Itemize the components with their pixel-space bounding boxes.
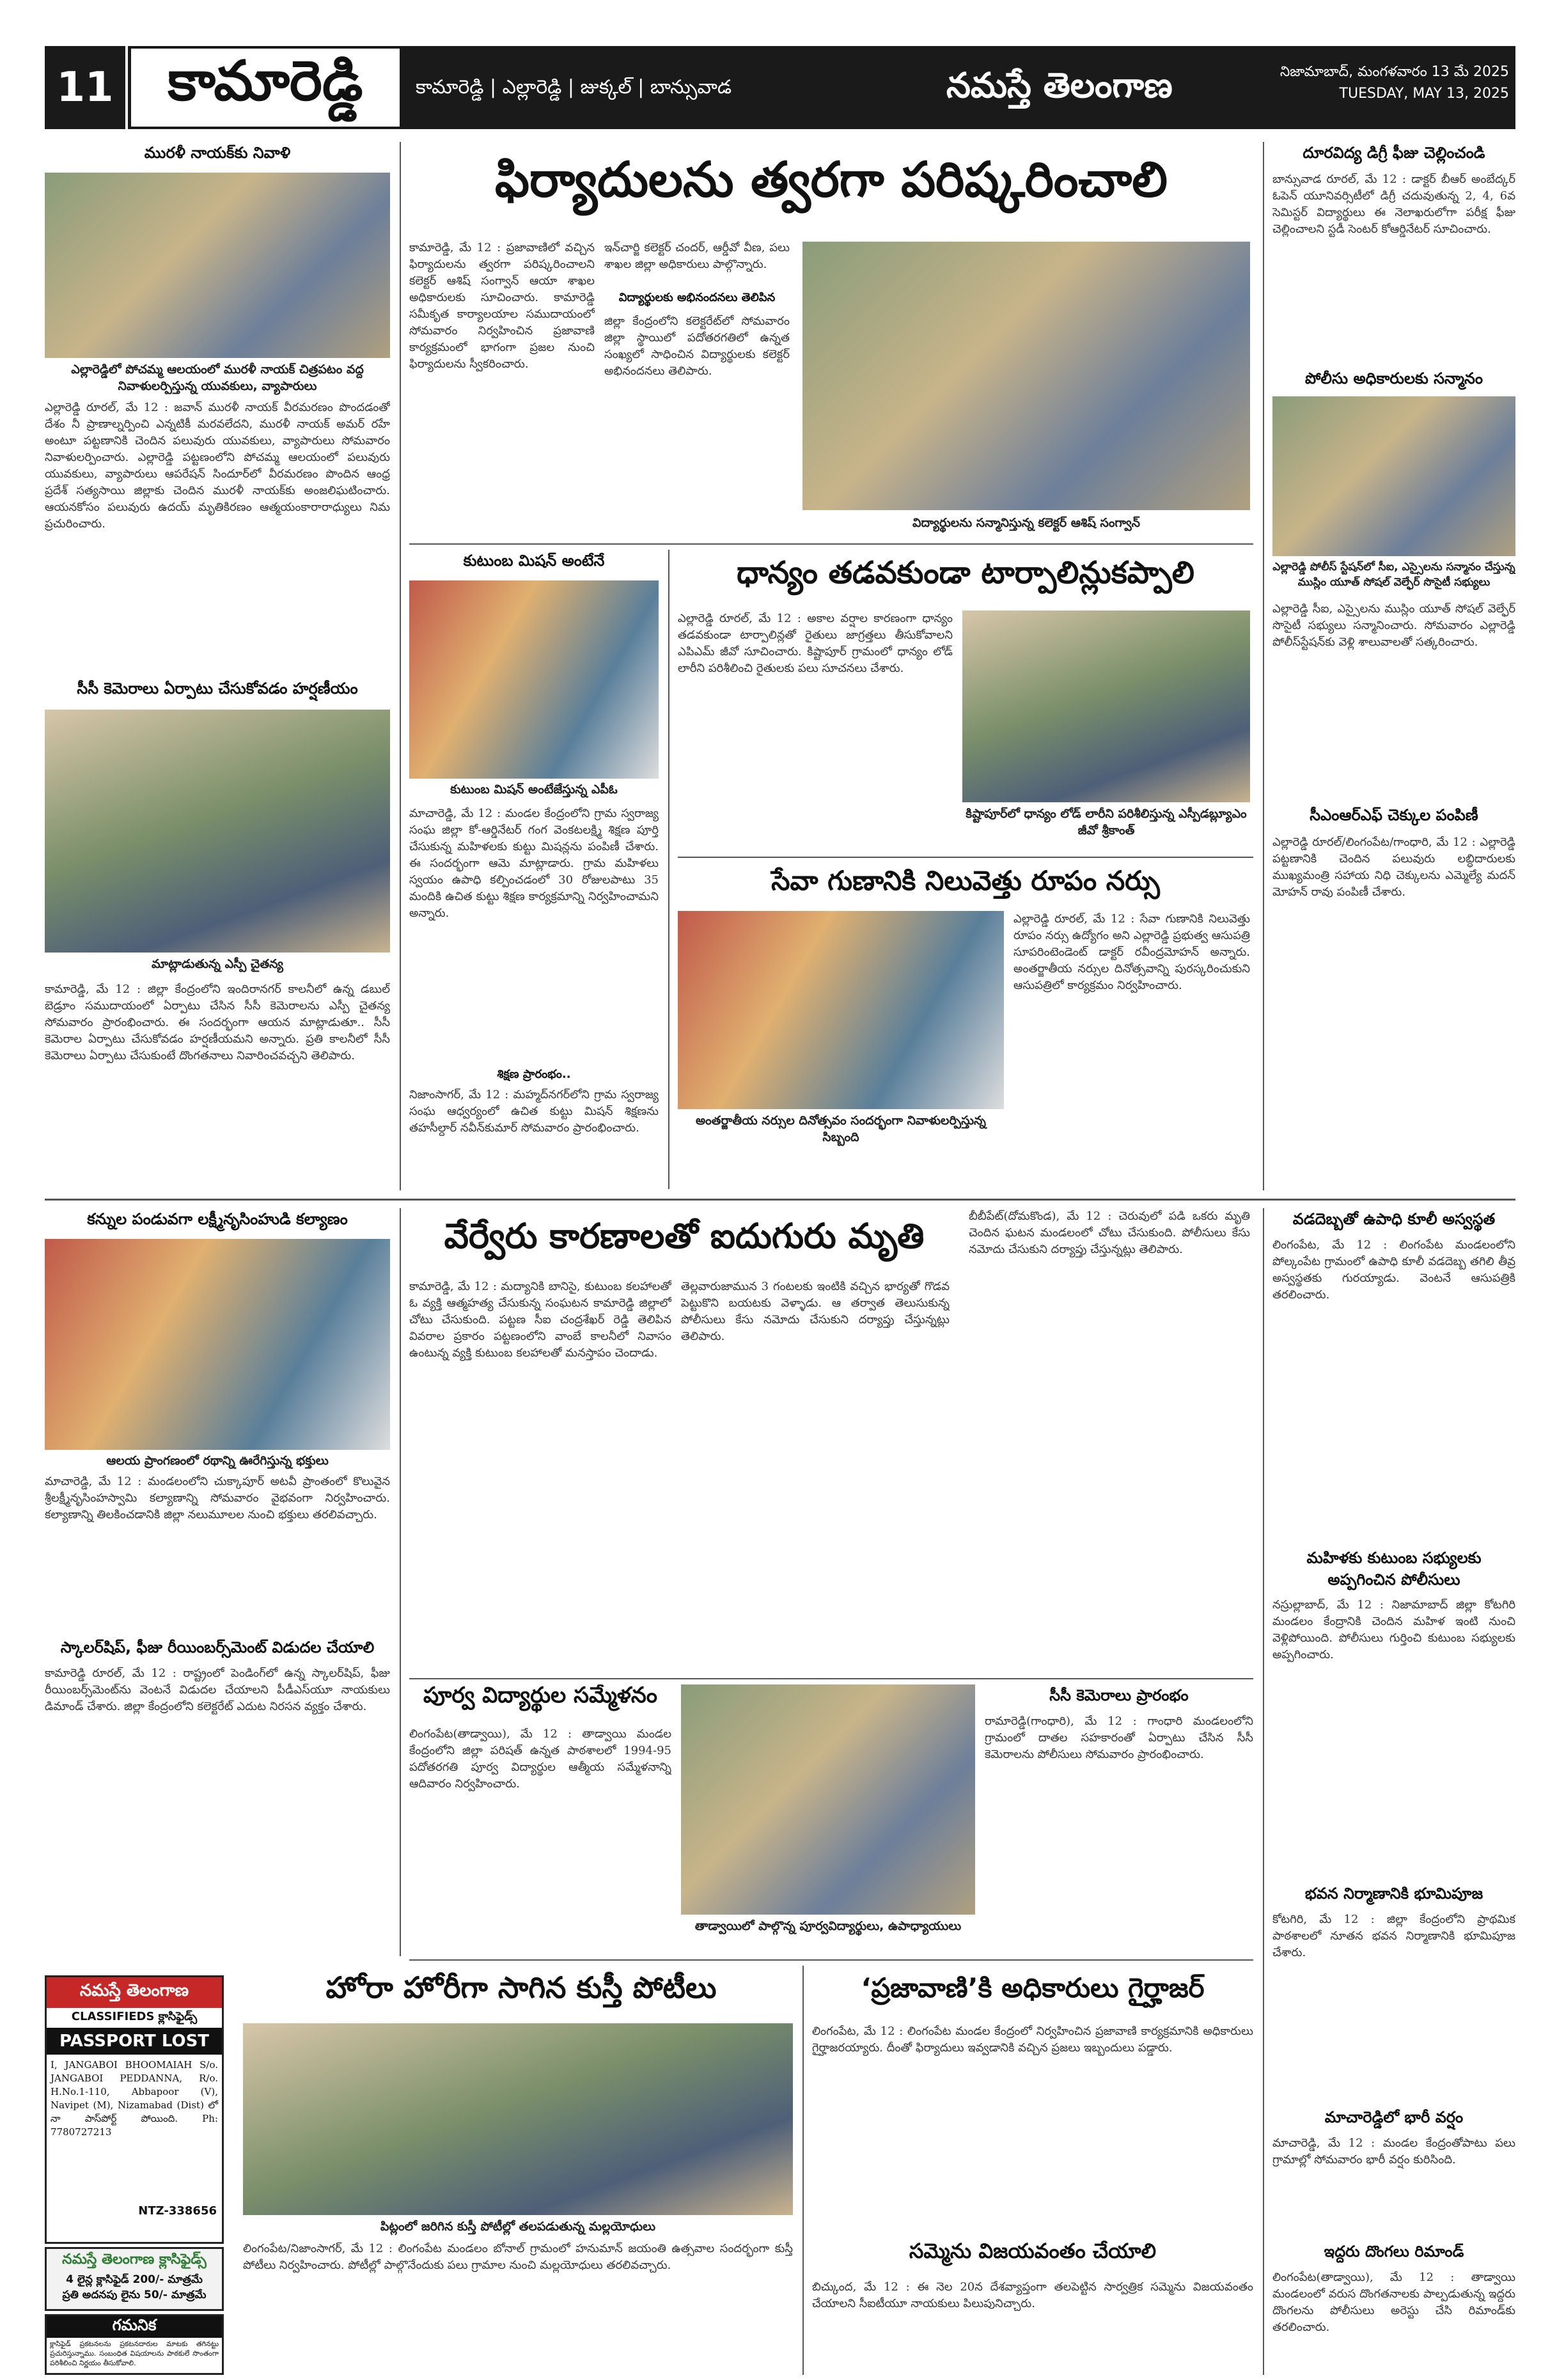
- passport-lost-heading: PASSPORT LOST: [47, 2028, 222, 2055]
- grain-photo: [962, 611, 1250, 802]
- grain-body: ఎల్లారెడ్డి రూరల్, మే 12 : అకాల వర్షాల కారణంగా ధాన్యం తడవకుండా టార్పాలిన్లతో రైతులు జాగ్రత్తలు తీసుకోవాలని ఎపిఎమ్ జీవో సూచించారు. కిష్టాపూర్ గ్రామంలో ధాన్యం లోడ్ లారీని పరిశీలించి రైతులకు పలు సూచనలు చేశారు.: [678, 612, 953, 675]
- cmrf-headline: సీఎంఆర్‌ఎఫ్ చెక్కుల పంపిణీ: [1310, 806, 1478, 824]
- alumni-photo: [681, 1684, 975, 1915]
- sewing-subhead: శిక్షణ ప్రారంభం..: [497, 1068, 571, 1081]
- section-towns: కామారెడ్డి | ఎల్లారెడ్డి | జుక్కల్ | బాన్సువాడ: [416, 76, 732, 98]
- kalyanam-headline: కన్నుల పండువగా లక్ష్మీనృసింహుడి కల్యాణం: [87, 1210, 348, 1228]
- sewing-body: మాచారెడ్డి, మే 12 : మండల కేంద్రంలోని గ్రామ స్వరాజ్య సంఘ జిల్లా కో-ఆర్డినేటర్ గంగ వెంకటలక్ష్మి శిక్షణ పూర్తి చేసుకున్న మహిళలకు కుట్టు మిషన్లను పంపిణీ చేశారు. ఈ సందర్భంగా ఆమె మాట్లాడారు. గ్రామ మహిళలు స్వయం ఉపాధి కల్పించడంలో 30 రోజులపాటు 35 మందికి ఉచిత కుట్టు శిక్షణ కార్యక్రమాన్ని నిర్వహించామని అన్నారు.: [409, 807, 659, 920]
- newspaper-name: నమస్తే తెలంగాణ: [946, 65, 1173, 105]
- heavy-rain-body: మాచారెడ్డి, మే 12 : మండల కేంద్రంతోపాటు పలు గ్రామాల్లో సోమవారం భారీ వర్షం కురిసింది.: [1272, 2136, 1515, 2166]
- kalyanam-body: మాచారెడ్డి, మే 12 : మండలంలోని చుక్కాపూర్ అటవీ ప్రాంతంలో కొలువైన శ్రీలక్ష్మీనృసింహస్వామి కల్యాణాన్ని సోమవారం వైభవంగా నిర్వహించారు. కల్యాణాన్ని తిలకించడానికి జిల్లా నలుమూలల నుంచి భక్తులు తరలివచ్చారు.: [45, 1475, 390, 1521]
- top-story-body-3: జిల్లా కేంద్రంలోని కలెక్టరేట్‌లో సోమవారం జిల్లా స్థాయిలో పదోతరగతిలో ఉన్నత సంఖ్యలో సాధించిన విద్యార్థులకు కలెక్టర్ అభినందనలు తెలిపారు.: [604, 315, 790, 378]
- date-english: TUESDAY, MAY 13, 2025: [1339, 86, 1509, 102]
- strike-body: బిచ్కుంద, మే 12 : ఈ నెల 20న దేశవ్యాప్తంగా తలపెట్టిన సార్వత్రిక సమ్మెను విజయవంతం చేయాలని సీఐటీయూ నాయకులు పిలుపునిచ్చారు.: [812, 2280, 1253, 2310]
- bhoomi-pooja-headline: భవన నిర్మాణానికి భూమిపూజ: [1304, 1885, 1483, 1902]
- deaths-body-3: బీబీపేట్(దోమకొండ), మే 12 : చెరువులో పడి ఒకరు మృతి చెందిన ఘటన మండలంలో చోటు చేసుకుంది. పోలీసులు కేసు నమోదు చేసుకుని దర్యాప్తు చేస్తున్నట్లు తెలిపారు.: [969, 1209, 1250, 1256]
- scholarship-headline: స్కాలర్‌షిప్, ఫీజు రీయింబర్స్‌మెంట్ విడుదల చేయాలి: [60, 1638, 375, 1656]
- sewing-photo: [409, 580, 659, 779]
- cctv-photo: [45, 710, 390, 953]
- section-title: కామారెడ్డి: [131, 49, 400, 127]
- police-honor-caption: ఎల్లారెడ్డి పోలీస్ స్టేషన్‌లో సీఐ, ఎస్సైలను సన్మానం చేస్తున్న ముస్లిం యూత్ సోషల్ వెల్ఫేర్ సొసైటీ సభ్యులు: [1272, 561, 1515, 589]
- notice-body: క్లాసిఫైడ్ ప్రకటనలను ప్రకటనదారుల మాటకు తగినట్టు ప్రచురిస్తున్నాము. సంబంధిత విషయాలను పాఠకులే సొంతంగా పరిశీలించి నిర్ణయం తీసుకోవాలి.: [50, 2340, 221, 2367]
- bhoomi-pooja-body: కోటగిరి, మే 12 : జిల్లా కేంద్రంలోని ప్రాథమిక పాఠశాలలో నూతన భవన నిర్మాణానికి భూమిపూజ చేశారు.: [1272, 1913, 1515, 1959]
- woman-returned-headline: మహిళకు కుటుంబ సభ్యులకు అప్పగించిన పోలీసులు: [1306, 1549, 1482, 1589]
- grain-headline: ధాన్యం తడవకుండా టార్పాలిన్లుకప్పాలి: [737, 555, 1194, 591]
- section-rule: [409, 1678, 1253, 1679]
- wrestling-photo: [243, 2023, 793, 2215]
- deaths-body: కామారెడ్డి, మే 12 : మద్యానికి బానిసై, కుటుంబ కలహాలతో ఓ వ్యక్తి ఆత్మహత్య చేసుకున్న సంఘటన కామారెడ్డి జిల్లాలో చోటు చేసుకుంది. పట్టణ సీఐ చంద్రశేఖర్ రెడ్డి తెలిపిన వివరాల ప్రకారం పట్టణంలోని వాంబే కాలనీలో నివాసం ఉంటున్న వ్యక్తి కుటుంబ కలహాలతో మనస్తాపం చెందాడు.: [409, 1280, 671, 1360]
- section-rule: [678, 857, 1253, 858]
- prajavani-headline: ‘ప్రజావాణి’కి అధికారులు గైర్హాజర్: [861, 1972, 1205, 2003]
- police-honor-headline: పోలీసు అధికారులకు సన్మానం: [1304, 369, 1483, 387]
- murali-body: ఎల్లారెడ్డి రూరల్, మే 12 : జవాన్ మురళీ నాయక్ వీరమరణం పొందడంతో దేశం నీ ప్రాణాల్నర్పించి ఎన్నటికీ మరవలేదని, మురళీ నాయక్ అమర్ రహే అంటూ పట్టణానికి చెందిన పలువురు యువకులు, వ్యాపారులు సోమవారం నివాళులర్పించారు. ఎల్లారెడ్డి పట్టణంలోని పోచమ్మ ఆలయంలో పలువురు యువకులు, వ్యాపారులు ఆపరేషన్ సిందూర్‌లో వీరమరణం పొందిన ఆంధ్ర ప్రదేశ్ సత్యసాయి జిల్లాకు చెందిన మురళీ నాయక్‌కు అంజలిఘటించారు. ఆయనకోసం పలువురు ఉదయ్ మృతికిరణం ఆత్మయంకారారాధ్యులు నిమ ప్రచురించారు.: [45, 401, 390, 531]
- half-page-rule: [45, 1199, 1515, 1201]
- sewing-headline: కుటుంబ మిషన్ అంటేనే: [463, 552, 605, 570]
- column-rule: [1263, 142, 1264, 1190]
- murali-photo: [45, 173, 390, 358]
- alumni-body: లింగంపేట(తాడ్వాయి), మే 12 : తాడ్వాయి మండల కేంద్రంలోని జిల్లా పరిషత్ ఉన్నత పాఠశాలలో 1994-95 పదోతరగతి పూర్వ విద్యార్థుల ఆత్మీయ సమ్మేళనాన్ని ఆదివారం నిర్వహించారు.: [409, 1727, 671, 1791]
- dateline: [1272, 61, 1509, 119]
- murali-caption: ఎల్లారెడ్డిలో పోచమ్మ ఆలయంలో మురళీ నాయక్ చిత్రపటం వద్ద నివాళులర్పిస్తున్న యువకులు, వ్యాపారులు: [71, 362, 364, 393]
- wrestling-caption: పిట్లంలో జరిగిన కుస్తీ పోటీల్లో తలపడుతున్న మల్లయోధులు: [380, 2220, 656, 2234]
- date-telugu: నిజామాబాద్, మంగళవారం 13 మే 2025: [1279, 64, 1509, 80]
- woman-returned-body: నస్రుల్లాబాద్, మే 12 : నిజామాబాద్ జిల్లా కోటగిరి మండలం కేంద్రానికి చెందిన మహిళ ఇంటి నుంచి వెళ్లిపోయింది. పోలీసులు గుర్తించి కుటుంబ సభ్యులకు అప్పగించారు.: [1272, 1598, 1515, 1661]
- wrestling-body: లింగంపేట/నిజాంసాగర్, మే 12 : లింగంపేట మండలం బోనాల్ గ్రామంలో హనుమాన్ జయంతి ఉత్సవాల సందర్భంగా కుస్తీ పోటీలు నిర్వహించారు. పోటీల్లో పాల్గొనేందుకు పలు గ్రామాల నుంచి మల్లయోధులు తరలివచ్చారు.: [243, 2242, 793, 2272]
- thieves-remand-headline: ఇద్దరు దొంగలు రిమాండ్: [1324, 2243, 1464, 2260]
- top-story-caption: విద్యార్థులను సన్మానిస్తున్న కలెక్టర్ ఆశిష్ సంగ్వాన్: [912, 516, 1141, 530]
- thieves-remand-body: లింగంపేట(తాడ్వాయి), మే 12 : తాడ్వాయి మండలంలో వరుస దొంగతనాలకు పాల్పడుతున్న ఇద్దరు దొంగలను పోలీసులు అరెస్టు చేసి రిమాండ్‌కు తరలించారు.: [1272, 2271, 1515, 2334]
- notice-heading: గమనిక: [47, 2316, 222, 2338]
- nurse-headline: సేవా గుణానికి నిలువెత్తు రూపం నర్సు: [771, 865, 1160, 896]
- rate-ad-line: 4 లైన్ల క్లాసిఫైడ్ 200/- మాత్రమే: [66, 2273, 203, 2286]
- prajavani-body: లింగంపేట, మే 12 : లింగంపేట మండల కేంద్రంలో నిర్వహించిన ప్రజావాణి కార్యక్రమానికి అధికారులు గైర్హాజరయ్యారు. దీంతో ఫిర్యాదులు ఇవ్వడానికి వచ్చిన ప్రజలు ఇబ్బందులు పడ్డారు.: [812, 2025, 1253, 2055]
- cmrf-body: ఎల్లారెడ్డి రూరల్/లింగంపేట/గాంధారి, మే 12 : ఎల్లారెడ్డి పట్టణానికి చెందిన పలువురు లబ్ధిదారులకు ముఖ్యమంత్రి సహాయ నిధి చెక్కులను ఎమ్మెల్యే మదన్ మోహన్ రావు పంపిణీ చేశారు.: [1272, 836, 1515, 899]
- section-rule: [409, 1959, 1253, 1961]
- nurse-body: ఎల్లారెడ్డి రూరల్, మే 12 : సేవా గుణానికి నిలువెత్తు రూపం నర్సు ఉద్యోగం అని ఎల్లారెడ్డి ప్రభుత్వ ఆసుపత్రి సూపరింటెండెంట్ డాక్టర్ రవీంద్రమోహన్ అన్నారు. అంతర్జాతీయ నర్సుల దినోత్సవాన్ని పురస్కరించుకుని ఆసుపత్రిలో కార్యక్రమం నిర్వహించారు.: [1013, 912, 1250, 992]
- heatstroke-headline: వడదెబ్బతో ఉపాధి కూలీ అస్వస్థత: [1292, 1210, 1496, 1228]
- rate-ad-line-2: ప్రతి అదనపు లైను 50/- మాత్రమే: [62, 2289, 207, 2301]
- cc-cameras-headline: సీసీ కెమెరాలు ప్రారంభం: [1049, 1686, 1189, 1704]
- top-story-headline: ఫిర్యాదులను త్వరగా పరిష్కరించాలి: [495, 151, 1168, 208]
- alumni-headline: పూర్వ విద్యార్థుల సమ్మేళనం: [423, 1684, 657, 1708]
- notice-box: [45, 2314, 224, 2375]
- top-story-photo: [802, 242, 1250, 510]
- degree-fee-body: బాన్సువాడ రూరల్, మే 12 : డాక్టర్ బీఆర్ అంబేద్కర్ ఓపెన్ యూనివర్సిటీలో డిగ్రీ చదువుతున్న 2, 4, 6వ సెమిస్టర్ విద్యార్థులు ఈ నెలాఖరులోగా పరీక్ష ఫీజు చెల్లించాలని స్టడీ సెంటర్ కోఆర్డినేటర్ సూచించారు.: [1272, 173, 1515, 236]
- top-story-body-2: ఇన్‌చార్జి కలెక్టర్ చందర్, ఆర్డీవో వీణ, పలు శాఖల జిల్లా అధికారులు పాల్గొన్నారు.: [604, 241, 790, 271]
- column-rule: [802, 1966, 804, 2375]
- strike-headline: సమ్మెను విజయవంతం చేయాలి: [909, 2239, 1157, 2263]
- cctv-caption: మాట్లాడుతున్న ఎస్పీ చైతన్య: [152, 957, 283, 971]
- column-rule: [400, 1208, 401, 1956]
- police-honor-photo: [1272, 396, 1515, 556]
- murali-headline: మురళీ నాయక్‌కు నివాళి: [144, 144, 291, 162]
- sewing-body-2: నిజాంసాగర్, మే 12 : మహ్మద్‌నగర్‌లోని గ్రామ స్వరాజ్య సంఘ ఆధ్వర్యంలో ఉచిత కుట్టు మిషన్ శిక్షణను తహసీల్దార్ నవీన్‌కుమార్ సోమవారం ప్రారంభించారు.: [409, 1088, 659, 1135]
- column-rule: [1263, 1208, 1264, 2375]
- heatstroke-body: లింగంపేట, మే 12 : లింగంపేట మండలంలోని పోల్కంపేట గ్రామంలో ఉపాధి కూలీ వడదెబ్బ తగిలి తీవ్ర అస్వస్థతకు గురయ్యాడు. వెంటనే ఆసుపత్రికి తరలించారు.: [1272, 1238, 1515, 1302]
- cctv-body: కామారెడ్డి, మే 12 : జిల్లా కేంద్రంలోని ఇందిరానగర్ కాలనీలో ఉన్న డబుల్ బెడ్రూం సముదాయంలో ఏర్పాటు చేసిన సీసీ కెమెరాలను ఎస్పీ చైతన్య సోమవారం ప్రారంభించారు. ఈ సందర్భంగా ఆయన మాట్లాడుతూ.. సీసీ కెమెరాల ఏర్పాటు చేసుకోవడం హర్షణీయమని అన్నారు. ప్రతి కాలనీలో సీసీ కెమెరాలు ఏర్పాటు చేసుకుంటే దొంగతనాలు నివారించవచ్చని తెలిపారు.: [45, 983, 390, 1062]
- heavy-rain-headline: మాచారెడ్డిలో భారీ వర్షం: [1324, 2108, 1464, 2126]
- top-story-subhead: విద్యార్థులకు అభినందనలు తెలిపిన: [618, 291, 776, 304]
- column-rule: [668, 550, 669, 1189]
- rate-ad-brand: నమస్తే తెలంగాణ క్లాసిఫైడ్స్: [62, 2252, 207, 2267]
- classified-sub: CLASSIFIEDS క్లాసిఫైడ్స్: [71, 2010, 198, 2023]
- wrestling-headline: హోరా హోరీగా సాగిన కుస్తీ పోటీలు: [325, 1970, 717, 2005]
- page-number: 11: [45, 46, 128, 129]
- sewing-caption: కుటుంబ మిషన్ అంటేజేస్తున్న ఎపీఓ: [450, 782, 618, 797]
- classified-brand: నమస్తే తెలంగాణ: [47, 1977, 222, 2008]
- alumni-caption: తాడ్వాయిలో పాల్గొన్న పూర్వవిద్యార్థులు, ఉపాధ్యాయులు: [694, 1919, 962, 1933]
- kalyanam-caption: ఆలయ ప్రాంగణంలో రథాన్ని ఊరేగిస్తున్న భక్తులు: [106, 1454, 329, 1468]
- scholarship-body: కామారెడ్డి రూరల్, మే 12 : రాష్ట్రంలో పెండింగ్‌లో ఉన్న స్కాలర్‌షిప్, ఫీజు రీయింబర్స్‌మెంట్‌ను వెంటనే విడుదల చేయాలని పీడీఎస్‌యూ నాయకులు డిమాండ్ చేశారు. జిల్లా కేంద్రంలోని కలెక్టరేట్ ఎదుట నిరసన వ్యక్తం చేశారు.: [45, 1667, 390, 1713]
- cc-cameras-body: రామారెడ్డి(గాంధారి), మే 12 : గాంధారి మండలంలోని గ్రామంలో దాతల సహకారంతో ఏర్పాటు చేసిన సీసీ కెమెరాలను పోలీసులు సోమవారం ప్రారంభించారు.: [985, 1715, 1253, 1761]
- grain-caption: కిష్టాపూర్‌లో ధాన్యం లోడ్ లారీని పరిశీలిస్తున్న ఎస్పీడబ్ల్యూఎం జీవో శ్రీకాంత్: [966, 807, 1247, 837]
- nurse-photo: [678, 911, 1004, 1109]
- passport-lost-body: I, JANGABOI BHOOMAIAH S/o. JANGABOI PEDDANNA, R/o. H.No.1-110, Abbapoor (V), Navipet (M), Nizamabad (Dist) లో నా పాస్‌పోర్ట్ పోయింది. Ph: 7780727213: [51, 2059, 221, 2138]
- deaths-headline: వేర్వేరు కారణాలతో ఐదుగురు మృతి: [444, 1215, 925, 1256]
- cctv-headline: సీసీ కెమెరాలు ఏర్పాటు చేసుకోవడం హర్షణీయం: [77, 680, 358, 697]
- classified-ad-box: [45, 1975, 224, 2244]
- column-rule: [400, 142, 401, 1190]
- kalyanam-photo: [45, 1239, 390, 1450]
- section-rule: [409, 543, 1253, 545]
- nurse-caption: అంతర్జాతీయ నర్సుల దినోత్సవం సందర్భంగా నివాళులర్పిస్తున్న సిబ్బంది: [695, 1114, 987, 1144]
- top-story-body: కామారెడ్డి, మే 12 : ప్రజావాణిలో వచ్చిన ఫిర్యాదులను త్వరగా పరిష్కరించాలని కలెక్టర్ ఆశిష్ సంగ్వాన్ ఆయా శాఖల అధికారులకు సూచించారు. కామారెడ్డి సమీకృత కార్యాలయాల సముదాయంలో సోమవారం నిర్వహించిన ప్రజావాణి కార్యక్రమంలో భాగంగా ప్రజల నుంచి ఫిర్యాదులను స్వీకరించారు.: [409, 241, 595, 371]
- deaths-body-2: తెల్లవారుజామున 3 గంటలకు ఇంటికి వచ్చిన భార్యతో గొడవ పెట్టుకొని బయటకు వెళ్ళాడు. ఆ తర్వాత తెలుసుకున్న పోలీసులు కేసు నమోదు చేసుకుని దర్యాప్తు చేస్తున్నట్లు తెలిపారు.: [681, 1280, 950, 1343]
- ad-code: NTZ-338656: [138, 2204, 217, 2218]
- police-honor-body: ఎల్లారెడ్డి సీఐ, ఎస్సైలను ముస్లిం యూత్ సోషల్ వెల్ఫేర్ సొసైటీ సభ్యులు సన్మానించారు. సోమవారం ఎల్లారెడ్డి పోలీస్‌స్టేషన్‌కు వెళ్లి శాలువాలతో సత్కరించారు.: [1272, 602, 1515, 649]
- degree-fee-headline: దూరవిద్య డిగ్రీ ఫీజు చెల్లించండి: [1303, 144, 1485, 162]
- rate-ad-box: [45, 2247, 224, 2311]
